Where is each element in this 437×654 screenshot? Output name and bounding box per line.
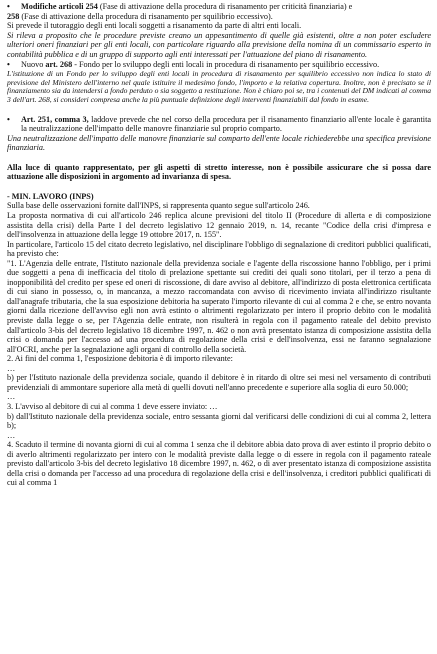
ellipsis: … [7,363,16,373]
art268-lead: Nuovo [21,60,46,70]
conclusion: Alla luce di quanto rappresentato, per gli aspetti di stretto interesse, non è possibile assicurare che si possa dare attuazione alle disposizioni in argomento ad invarianza di spesa. [7,162,431,182]
art258-title-rest: (Fase di attivazione della procedura di risanamento per squilibrio eccessivo). [19,11,273,21]
art268-title: art. 268 [45,60,73,70]
art258-line [7,12,431,22]
art268-note: L'istituzione di un Fondo per lo sviluppo degli enti locali in procedura di risanamento per squilibrio eccessivo non indica lo stato di previsione del Ministero dell'interno nel quale istituire il medesimo fondo, l'importo e la relativa copertura. Inoltre, non è precisato se il finanziamento sia da intendersi a fondo perduto o sia soggetto a restituzione. Non è chiaro poi se, tra i contenuti del DM indicati al comma 3 dell'art. 268, si consideri compresa anche la più puntuale definizione degli interventi finanziabili dal fondo in esame. [7,68,431,104]
bullet-mark: • [7,60,10,70]
quoted-paragraph: 4. Scaduto il termine di novanta giorni di cui al comma 1 senza che il debitore abbia dato prova di aver estinto il proprio debito o di averlo altrimenti regolarizzato per intero con le modalità previste dalla legge o di essere in regola con il pagamento rateale previsto dall'articolo 3-bis del decreto legislativo 18 dicembre 1997, n. 462, o di aver presentato istanza di composizione assistita della crisi o domanda per l'accesso ad una procedura di regolazione della crisi e dell'insolvenza, i creditori pubblici qualificati di cui al comma 1 [7,440,431,488]
quoted-paragraph: b) per l'Istituto nazionale della previdenza sociale, quando il debitore è in ritardo di oltre sei mesi nel versamento di contributi previdenziali di ammontare superiore alla metà di quelli dovuti nell'anno precedente e superiore alla soglia di euro 50.000; [7,373,431,392]
ellipsis: … [7,392,16,402]
quoted-paragraph: "1. L'Agenzia delle entrate, l'Istituto nazionale della previdenza sociale e l'agente della riscossione hanno l'obbligo, per i primi due soggetti a pena di inefficacia del titolo di prelazione spettante sui crediti dei quali sono titolari, per il terzo a pena di inopponibilità del credito per spese ed oneri di riscossione, di dare avviso al debitore, all'indirizzo di posta elettronica certificata di cui siano in possesso, o, in mancanza, a mezzo raccomandata con avviso di ricevimento inviata all'indirizzo risultante dall'anagrafe tributaria, che la sua esposizione debitoria ha superato l'importo rilevante di cui al comma 2 e che, se entro novanta giorni dalla ricezione dell'avviso egli non avrà estinto o altrimenti regolarizzato per intero il proprio debito con le modalità previste dalla legge o se, per l'Agenzia delle entrate, non risulterà in regola con il pagamento rateale del debito previsto dall'articolo 3-bis del decreto legislativo 18 dicembre 1997, n. 462 o non avrà presentato istanza di composizione assistita della crisi o domanda per l'accesso ad una procedura di regolazione della crisi e dell'insolvenza, essi ne faranno segnalazione all'OCRI, anche per la segnalazione agli organi di controllo della società. [7,258,431,354]
paragraph: In particolare, l'articolo 15 del citato decreto legislativo, nel disciplinare l'obbligo di segnalazione di creditori pubblici qualificati, ha previsto che: [7,239,431,259]
art254-note: Si rileva a proposito che le procedure previste creano un appesantimento di quelle già esistenti, oltre a non poter escludere ulteriori oneri finanziari per gli enti locali, con particolare riguardo alla previsione della nomina di un commissario esperto in contabilità pubblica e di un gruppo di supporto agli enti interessati per l'attuazione del piano di risanamento. [7,30,431,59]
art254-summary: Si prevede il tutoraggio degli enti locali soggetti a risanamento da parte di altri enti locali. [7,21,302,31]
bullet-art251 [7,115,431,134]
art251-title: Art. 251, comma 3, [21,114,89,124]
quoted-paragraph: 3. L'avviso al debitore di cui al comma 1 deve essere inviato: … [7,401,218,411]
art251-text: laddove prevede che nel corso della procedura per il risanamento finanziario all'ente locale è garantita la neutralizzazione dell'impatto delle manovre finanziarie sul proprio comparto. [21,114,431,134]
section-heading-min-lavoro: - MIN. LAVORO (INPS) [7,191,94,201]
quoted-paragraph: 2. Ai fini del comma 1, l'esposizione debitoria è di importo rilevante: [7,354,233,364]
art258-title: 258 [7,11,20,21]
ellipsis: … [7,430,16,440]
art268-title-rest: - Fondo per lo sviluppo degli enti locali in procedura di risanamento per squilibrio eccessivo. [72,60,380,70]
paragraph: La proposta normativa di cui all'articolo 246 replica alcune previsioni del titolo II (Procedure di allerta e di composizione assistita della crisi) della Parte I del decreto legislativo 12 gennaio 2019, n. 14, recante "Codice della crisi d'impresa e dell'insolvenza in attuazione della legge 19 ottobre 2017, n. 155". [7,211,431,240]
art251-note: Una neutralizzazione dell'impatto delle manovre finanziarie sul comparto dell'ente locale richiederebbe una specifica previsione finanziaria. [7,133,431,153]
bullet-mark: • [7,2,10,11]
bullet-mark: • [7,114,10,124]
bullet-art254 [7,2,431,12]
quoted-paragraph: b) dall'Istituto nazionale della previdenza sociale, entro sessanta giorni dal verificarsi delle condizioni di cui al comma 2, lettera b); [7,411,431,431]
art254-title-rest: (Fase di attivazione della procedura di risanamento per criticità finanziaria) e [97,2,353,11]
bullet-art268 [7,60,431,70]
paragraph: Sulla base delle osservazioni fornite dall'INPS, si rappresenta quanto segue sull'articolo 246. [7,201,310,211]
art254-title: Modifiche articoli 254 [21,2,98,11]
